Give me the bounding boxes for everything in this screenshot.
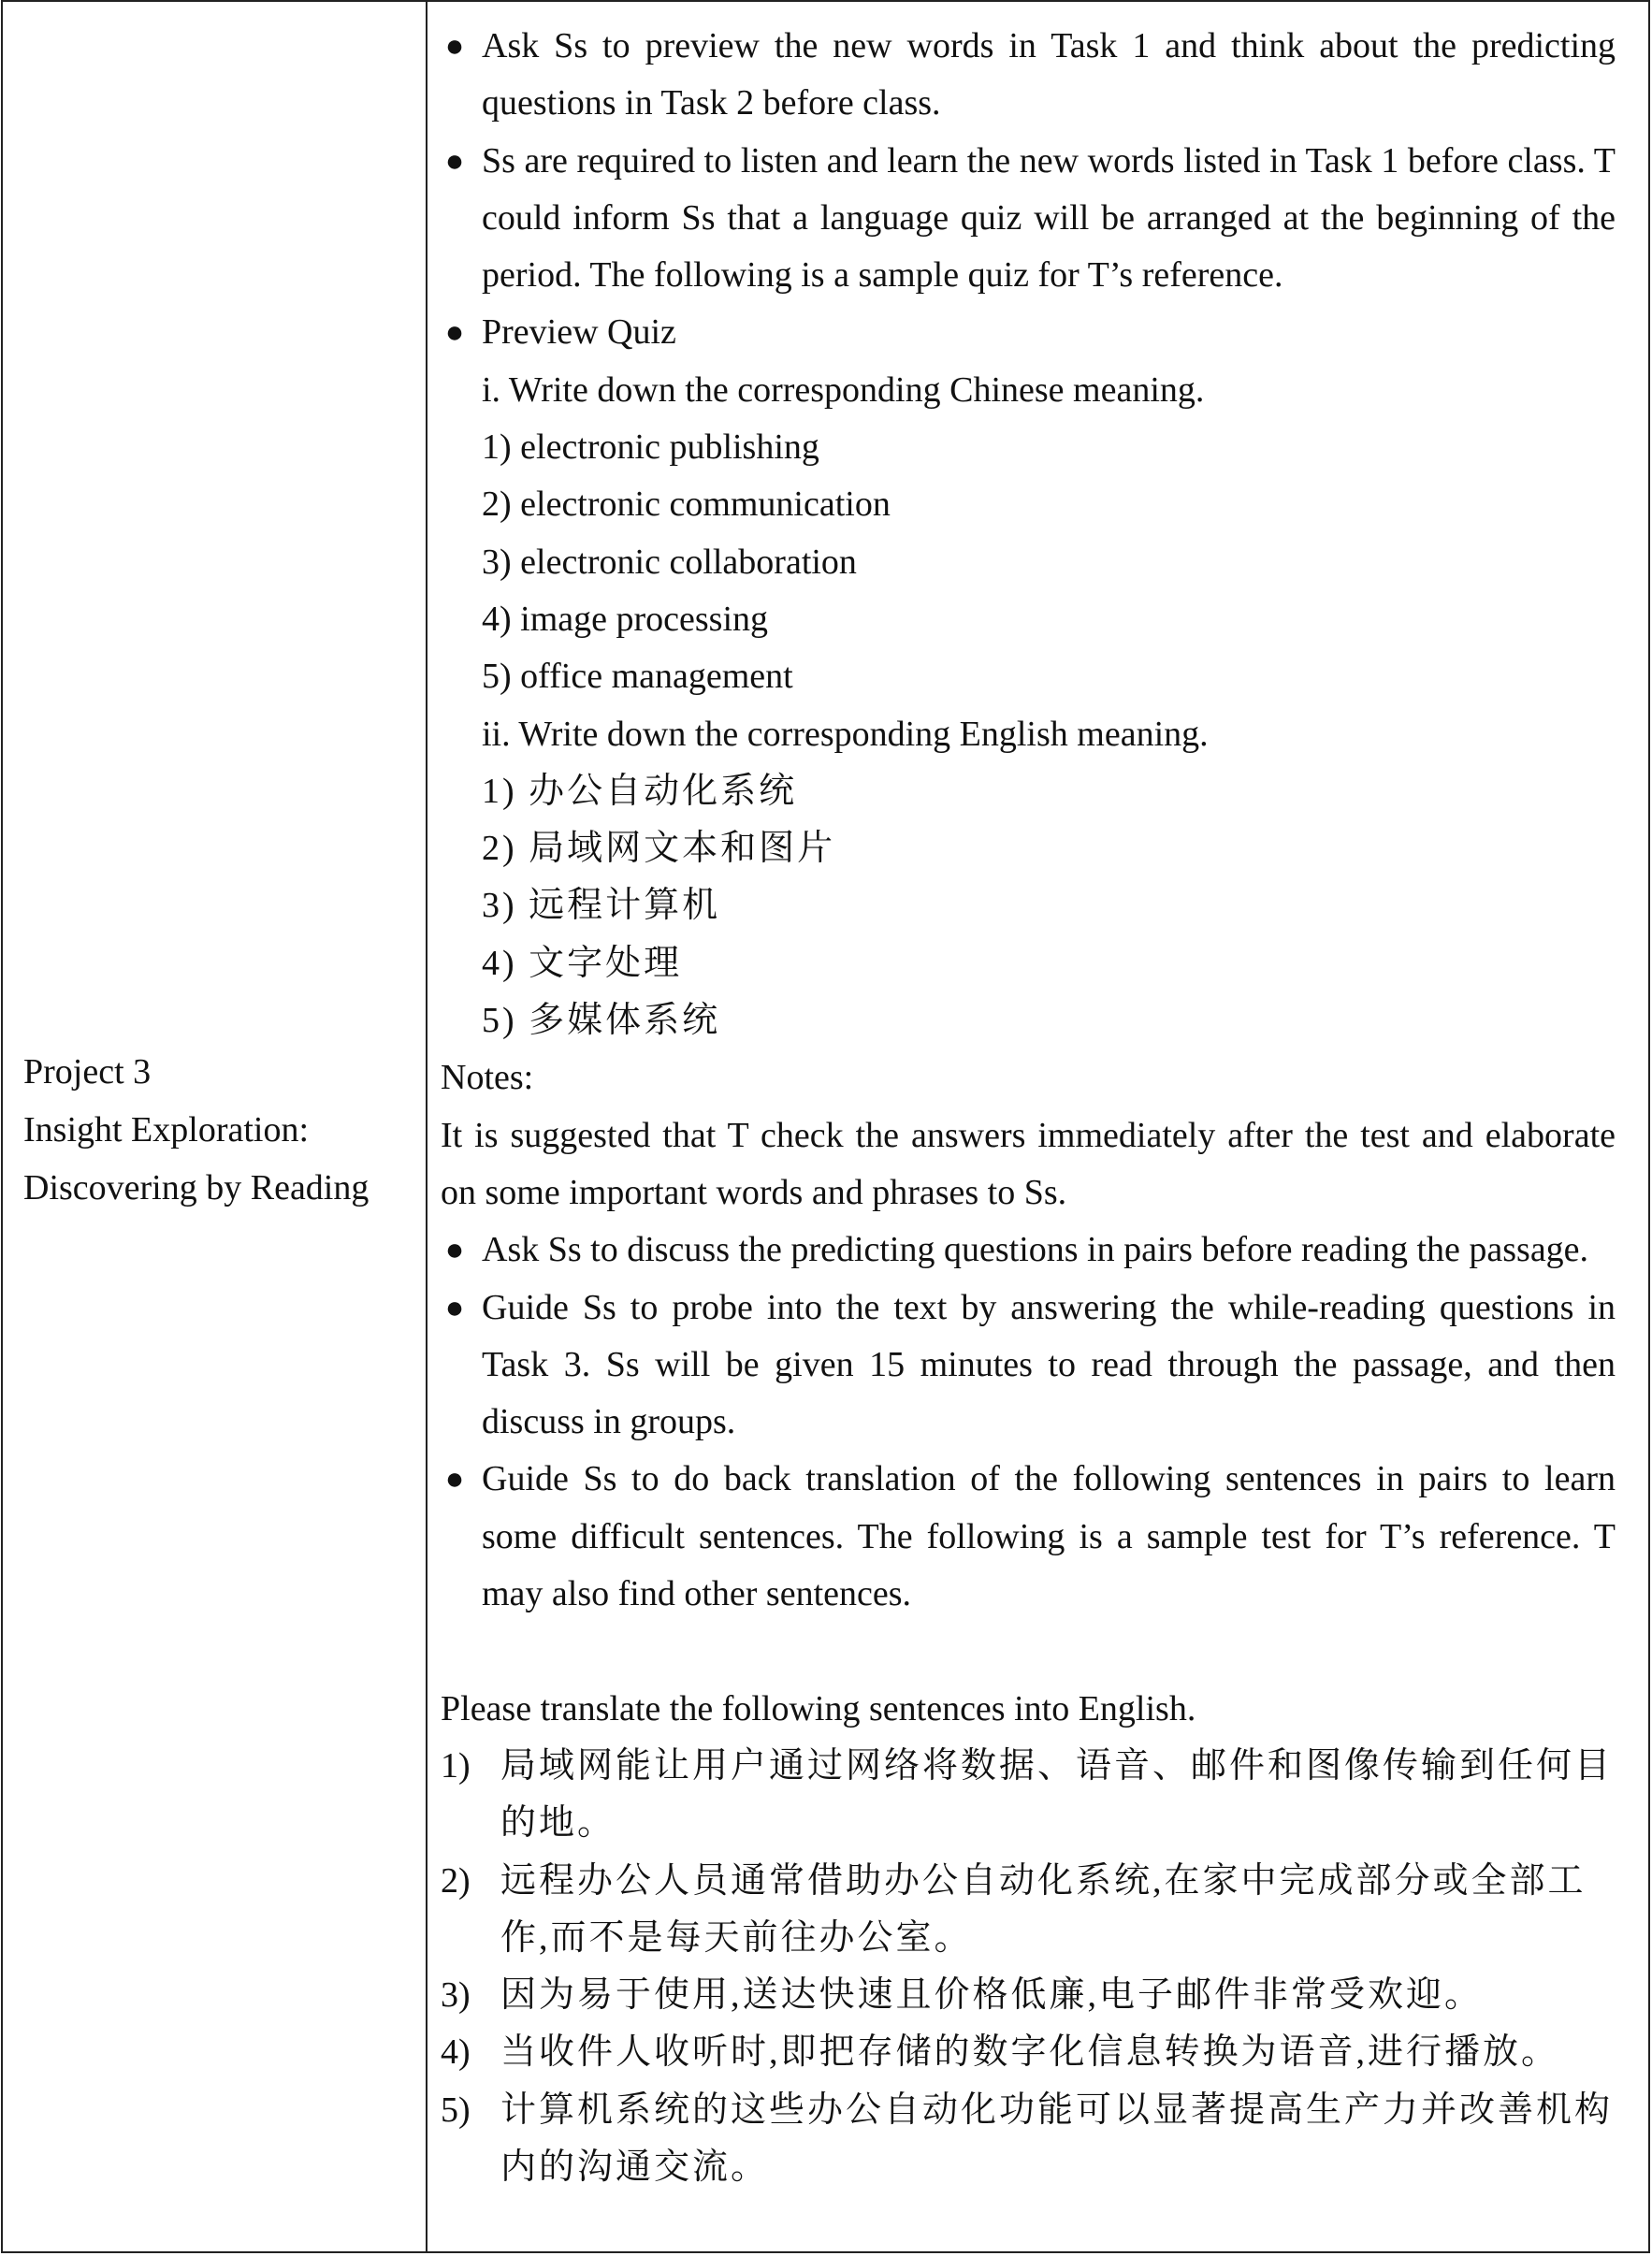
quiz-item: 5) 多媒体系统 — [482, 1001, 721, 1041]
item-text: 远程办公人员通常借助办公自动化系统,在家中完成部分或全部工作,而不是每天前往办公室。 — [500, 1860, 1587, 1958]
project-number: Project 3 — [23, 1052, 152, 1092]
item-number: 5) — [441, 2090, 471, 2130]
bullet-dot-icon: ● — [444, 1462, 465, 1497]
translate-instruction: Please translate the following sentences into English. — [441, 1688, 1196, 1728]
bullet-dot-icon: ● — [444, 315, 465, 351]
procedure-content — [427, 18, 1634, 2196]
list-item — [427, 1222, 1634, 1279]
item-text: 因为易于使用,送达快速且价格低廉,电子邮件非常受欢迎。 — [500, 1975, 1484, 2016]
list-item — [427, 1280, 1634, 1452]
item-text: 局域网能让用户通过网络将数据、语音、邮件和图像传输到任何目的地。 — [500, 1745, 1614, 1844]
item-number: 2) — [441, 1860, 471, 1901]
list-item — [427, 1451, 1634, 1623]
quiz-item: 1) 办公自动化系统 — [482, 771, 798, 811]
list-item — [427, 18, 1634, 133]
quiz-part1-title: i. Write down the corresponding Chinese meaning. — [482, 369, 1205, 410]
quiz-part2-title: ii. Write down the corresponding English meaning. — [482, 714, 1209, 754]
item-text: 计算机系统的这些办公自动化功能可以显著提高生产力并改善机构内的沟通交流。 — [500, 2090, 1614, 2187]
quiz-item: 4) 文字处理 — [482, 943, 683, 983]
bullet-text: Guide Ss to do back translation of the following sentences in pairs to learn some difficult sentences. The following is a sample test for T’s reference. T may also find other sentences. — [482, 1459, 1616, 1614]
quiz-item: 1) electronic publishing — [482, 427, 819, 468]
table-row — [2, 1, 1649, 2252]
project-subtitle: Discovering by Reading — [23, 1168, 370, 1208]
quiz-item: 2) electronic communication — [482, 484, 891, 525]
list-item — [427, 304, 1634, 361]
bullet-text: Ss are required to listen and learn the new words listed in Task 1 before class. T could inform Ss that a language quiz will be arranged at the beginning of the period. The following is a sample quiz for T’s reference. — [482, 140, 1616, 296]
translate-item — [427, 2082, 1634, 2197]
procedure-cell — [427, 1, 1649, 2252]
bullet-text: Ask Ss to preview the new words in Task 1 and think about the predicting questions in Task 2 before class. — [482, 26, 1616, 123]
bullet-dot-icon: ● — [444, 29, 465, 64]
quiz-item: 3) 远程计算机 — [482, 886, 721, 926]
project-stage: Insight Exploration: — [23, 1110, 310, 1150]
translate-item — [427, 1967, 1634, 2024]
notes-text: It is suggested that T check the answers immediately after the test and elaborate on some important words and phrases to Ss. — [441, 1115, 1616, 1212]
quiz-item: 4) image processing — [482, 599, 769, 639]
item-text: 当收件人收听时,即把存储的数字化信息转换为语音,进行播放。 — [500, 2032, 1560, 2073]
spacer — [427, 1623, 1634, 1680]
list-item — [427, 133, 1634, 305]
project-cell — [2, 1, 427, 2252]
bullet-text: Ask Ss to discuss the predicting questions in pairs before reading the passage. — [482, 1230, 1589, 1270]
bullet-dot-icon: ● — [444, 143, 465, 179]
bullet-dot-icon: ● — [444, 1233, 465, 1268]
item-number: 3) — [441, 1975, 471, 2016]
translate-item — [427, 2024, 1634, 2081]
bullet-dot-icon: ● — [444, 1290, 465, 1325]
project-label — [23, 1043, 369, 1217]
notes-label: Notes: — [441, 1058, 534, 1098]
bullet-text: Guide Ss to probe into the text by answering the while-reading questions in Task 3. Ss will be given 15 minutes to read through the passage, and then discuss in groups. — [482, 1287, 1616, 1442]
translate-item — [427, 1738, 1634, 1853]
lesson-plan-table — [1, 0, 1650, 2253]
translate-item — [427, 1853, 1634, 1968]
quiz-item: 5) office management — [482, 657, 793, 697]
item-number: 4) — [441, 2032, 471, 2073]
quiz-item: 2) 局域网文本和图片 — [482, 829, 836, 869]
bullet-text: Preview Quiz — [482, 312, 676, 353]
quiz-item: 3) electronic collaboration — [482, 542, 857, 582]
item-number: 1) — [441, 1745, 471, 1786]
